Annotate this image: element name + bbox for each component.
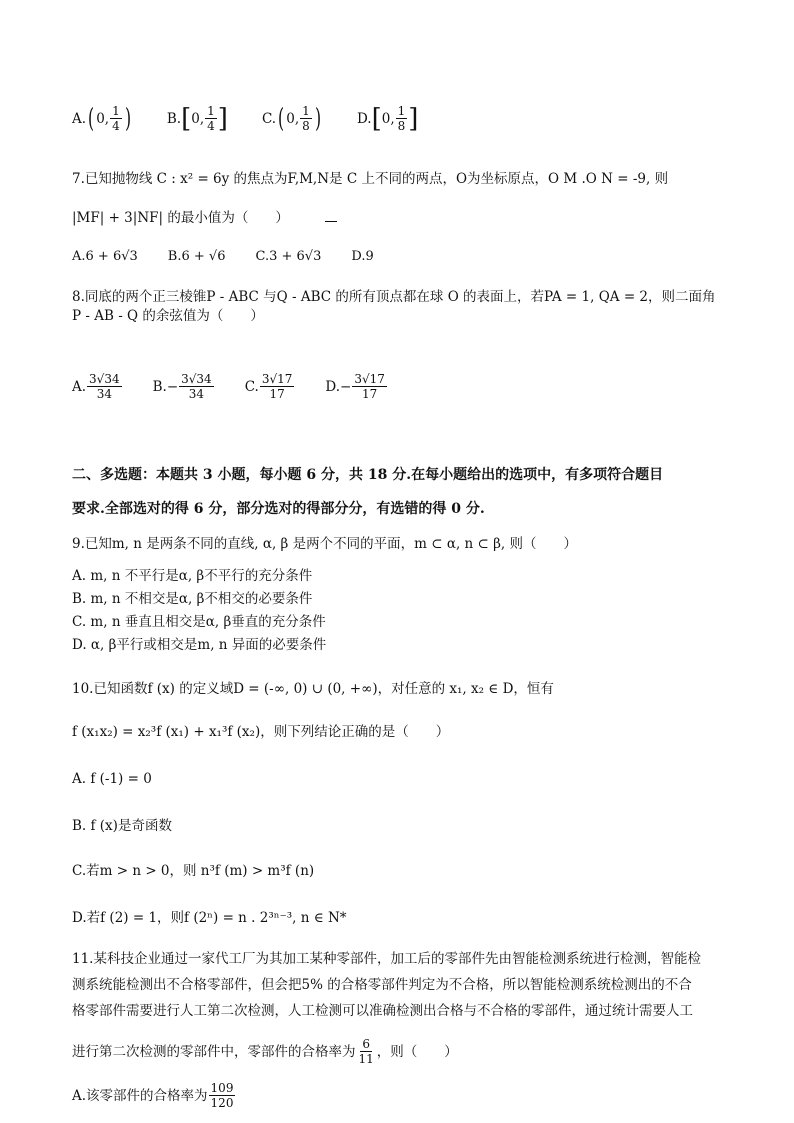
fraction: $\frac{1}{4}$ [207, 104, 215, 133]
fraction: $\frac{3√34}{34}$ [89, 372, 120, 401]
q10-option-a[interactable]: A. f (-1) = 0 [72, 771, 152, 787]
section2-heading-line1: 二、多选题：本题共 3 小题，每小题 6 分，共 18 分.在每小题给出的选项中，有多项符合题目 [72, 467, 664, 483]
q6-option-a[interactable]: A. ( 0, $\frac{1}{4}$ ) [72, 103, 131, 134]
q11-stem-line3: 格零部件需要进行人工第二次检测，人工检测可以准确检测出合格与不合格的零部件，通过统计需要人工 [72, 1003, 693, 1019]
q8-option-d[interactable]: D. − $\frac{3√17}{17}$ [325, 372, 385, 401]
q7-stem-line2: |MF| + 3|NF| 的最小值为（ ） [72, 209, 337, 227]
q9-option-c[interactable]: C. m, n 垂直且相交是α, β垂直的充分条件 [72, 614, 326, 630]
q6-option-b[interactable]: B. [ 0, $\frac{1}{4}$ ] [166, 103, 228, 134]
section2-heading-line2: 要求.全部选对的得 6 分，部分选对的得部分分，有选错的得 0 分. [72, 501, 485, 517]
q6-option-d[interactable]: D. [ 0, $\frac{1}{8}$ ] [356, 103, 419, 134]
q10-option-b[interactable]: B. f (x)是奇函数 [72, 818, 172, 834]
fraction: $\frac{1}{8}$ [397, 104, 406, 133]
q7-option-a[interactable]: A. 6 + 6√3 [72, 249, 138, 264]
answer-blank [325, 209, 337, 222]
q10-option-c[interactable]: C.若m > n > 0，则 n³f (m) > m³f (n) [72, 863, 315, 879]
q8-stem-line1: 8.同底的两个正三棱锥P - ABC 与Q - ABC 的所有顶点都在球 O 的表面上，若PA = 1, QA = 2，则二面角 [72, 289, 716, 305]
q9-stem: 9.已知m, n 是两条不同的直线, α, β 是两个不同的平面，m ⊂ α, n ⊂ β, 则（ ） [72, 536, 577, 552]
q11-stem-line4: 进行第二次检测的零部件中，零部件的合格率为 $\frac{6}{11}$ ，则（ ） [72, 1037, 458, 1066]
q9-option-a[interactable]: A. m, n 不平行是α, β不平行的充分条件 [72, 568, 313, 584]
q7-options [72, 248, 374, 266]
q8-option-c[interactable]: C. $\frac{3√17}{17}$ [244, 372, 293, 401]
q8-option-a[interactable]: A. $\frac{3√34}{34}$ [72, 372, 120, 401]
q6-options [72, 104, 418, 133]
fraction: $\frac{3√34}{34}$ [181, 372, 212, 401]
fraction: $\frac{3√17}{17}$ [354, 372, 385, 401]
q10-stem-line1: 10.已知函数f (x) 的定义域D = (-∞, 0) ∪ (0, +∞)，对任意的 x₁, x₂ ∈ D，恒有 [72, 681, 554, 697]
q11-stem-line2: 测系统能检测出不合格零部件，但会把5% 的合格零部件判定为不合格，所以智能检测系统检测出的不合 [72, 977, 692, 993]
fraction: $\frac{1}{8}$ [302, 104, 310, 133]
q6-option-c[interactable]: C. ( 0, $\frac{1}{8}$ ) [261, 103, 321, 134]
q7-option-d[interactable]: D. 9 [351, 249, 374, 264]
fraction: $\frac{109}{120}$ [210, 1081, 234, 1110]
q8-option-b[interactable]: B. − $\frac{3√34}{34}$ [152, 372, 212, 401]
q7-stem-line1: 7.已知抛物线 C : x² = 6y 的焦点为F,M,N是 C 上不同的两点，O为坐标原点，O M .O N = -9, 则 [72, 171, 669, 187]
q8-stem-line2: P - AB - Q 的余弦值为（ ） [72, 308, 264, 324]
q7-option-c[interactable]: C. 3 + 6√3 [255, 249, 322, 264]
q9-option-d[interactable]: D. α, β平行或相交是m, n 异面的必要条件 [72, 637, 327, 653]
q8-options [72, 372, 388, 401]
q9-option-b[interactable]: B. m, n 不相交是α, β不相交的必要条件 [72, 591, 313, 607]
q10-stem-line2: f (x₁x₂) = x₂³f (x₁) + x₁³f (x₂)，则下列结论正确的是（ ） [72, 724, 450, 740]
fraction: $\frac{6}{11}$ [358, 1037, 374, 1066]
q10-option-d[interactable]: D.若f (2) = 1，则f (2ⁿ) = n . 2³ⁿ⁻³, n ∈ N* [72, 910, 347, 926]
q11-option-a[interactable]: A.该零部件的合格率为 $\frac{109}{120}$ [72, 1081, 234, 1110]
fraction: $\frac{1}{4}$ [112, 104, 120, 133]
q7-option-b[interactable]: B. 6 + √6 [167, 249, 226, 264]
q11-stem-line1: 11.某科技企业通过一家代工厂为其加工某种零部件，加工后的零部件先由智能检测系统进行检测，智能检 [72, 951, 701, 967]
fraction: $\frac{3√17}{17}$ [261, 372, 293, 401]
